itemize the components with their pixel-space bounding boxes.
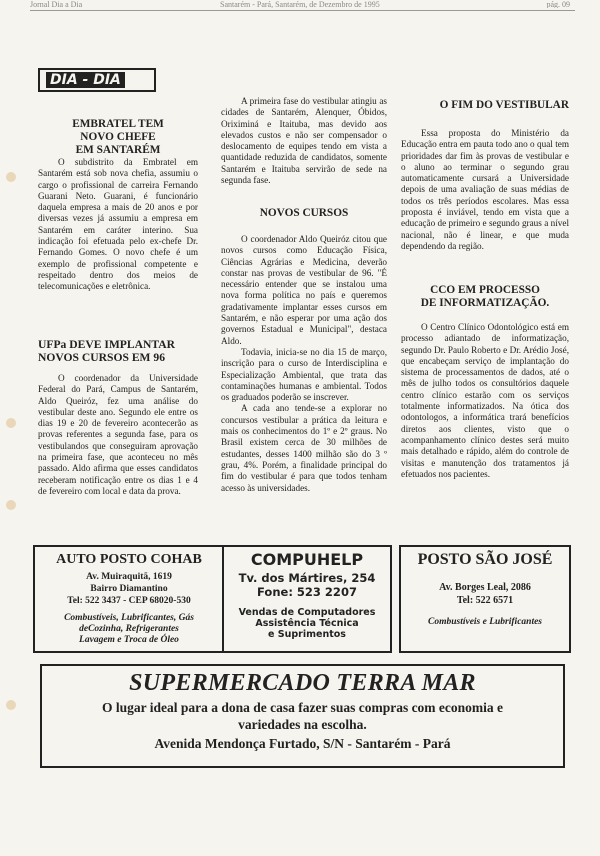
ad-address: Tv. dos Mártires, 254 xyxy=(238,571,376,585)
ad-title: POSTO SÃO JOSÉ xyxy=(417,551,553,568)
ad-slogan: variedades na escolha. xyxy=(238,717,367,732)
header-rule xyxy=(30,10,575,11)
ad-title: AUTO POSTO COHAB xyxy=(56,552,202,567)
ad-auto-posto-cohab xyxy=(33,545,225,653)
ad-services: Assistência Técnica xyxy=(255,618,359,629)
ad-address: Avenida Mendonça Furtado, S/N - Santarém - Pará xyxy=(154,736,451,751)
novos-cursos-headline: NOVOS CURSOS xyxy=(259,207,349,219)
ad-products: Combustíveis e Lubrificantes xyxy=(428,617,542,627)
embratel-headline: EMBRATEL TEM NOVO CHEFE EM SANTARÉM xyxy=(72,118,164,156)
section-tag: DIA - DIA xyxy=(38,68,156,92)
ufpa-article-start: O coordenador da Universidade Federal do Pará, Campus de Santarém, Aldo Queiróz, fez uma análise do vestibular deste ano. Segundo ele entre os dias 19 e 20 de fevereiro acontecerão as provas referentes a segunda fase, para os vestibulandos que conseguiram aprovação na primeira fase, que aconteceu no mês passado. Aldo afirma que esses candidatos receberam notificação entre os dias 1 e 4 de fevereiro com local e data da prova. xyxy=(38,373,198,496)
page-header xyxy=(30,0,570,8)
ad-products: Combustíveis, Lubrificantes, Gás xyxy=(64,613,194,623)
ad-compuhelp xyxy=(222,545,392,653)
binding-hole xyxy=(6,500,16,510)
ad-services: Vendas de Computadores xyxy=(238,607,376,618)
ad-products: deCozinha, Refrigerantes xyxy=(79,624,179,634)
ad-services: e Suprimentos xyxy=(268,629,346,640)
header-left: Jornal Dia a Dia xyxy=(30,0,83,8)
binding-hole xyxy=(6,700,16,710)
header-center: Santarém - Pará, Santarém, de Dezembro de 1995 xyxy=(220,0,380,8)
ufpa-headline: UFPa DEVE IMPLANTAR NOVOS CURSOS EM 96 xyxy=(38,338,175,364)
novos-cursos-article: O coordenador Aldo Queiróz citou que novos cursos como Educação Física, Ciências Agrárias e Medicina, deverão constar nas provas de vestibular de 96. "É necessário entender que se instalou uma nova forma política no país e queremos gradativamente implantar esses cursos em Santarém, e não esperar por uma ação dos governos Estadual e Municipal", destaca Aldo. Todavia, inicia-se no dia 15 de março, inscrição para o curso de Interdisciplina e Especialização Ambiental, que trata das contaminações humanas e ambiental. Todos os graduados poderão se inscrever. A cada ano tende-se a explorar no concursos vestibular a prática da leitura e mais os conhecimentos do 1º e 2º graus. No Brasil existem cerca de 30 milhões de estudantes, desses 1400 milhão são do 3 º grau, 4%. Porém, a finalidade principal do fim do vestibular é para que todos tenham acesso às universidades. xyxy=(221,234,387,493)
ad-title: SUPERMERCADO TERRA MAR xyxy=(129,670,476,696)
ad-title: COMPUHELP xyxy=(250,550,364,569)
ad-district: Bairro Diamantino xyxy=(90,584,168,594)
binding-hole xyxy=(6,418,16,428)
page-number: pág. 09 xyxy=(546,0,570,8)
cco-headline: CCO EM PROCESSO DE INFORMATIZAÇÃO. xyxy=(420,284,550,309)
ad-address: Av. Muiraquitã, 1619 xyxy=(86,572,172,582)
ufpa-article-cont: A primeira fase do vestibular atingiu as cidades de Santarém, Alenquer, Óbidos, Oriximiná e Itaituba, mas devido aos elevados custos e não ser compensador o deslocamento de equipes tendo em vista a quantidade reduzida de candidatos, somente Santarém e Itaituba servirão de sede na segunda fase. xyxy=(221,96,387,186)
ad-supermercado-terra-mar xyxy=(40,664,565,768)
ad-slogan: O lugar ideal para a dona de casa fazer suas compras com economia e xyxy=(101,700,504,715)
binding-hole xyxy=(6,172,16,182)
ad-address: Av. Borges Leal, 2086 xyxy=(439,582,531,593)
ad-phone: Fone: 523 2207 xyxy=(257,585,357,599)
ad-products: Lavagem e Troca de Óleo xyxy=(79,635,179,645)
embratel-article: O subdistrito da Embratel em Santarém está sob nova chefia, assumiu o cargo o profissional de carreira Fernando Guarani Neto. Guarani, é funcionário daquela empresa a mais de 20 anos e por diversas vezes já assumiu a empresa em Santarém em caráter interino. Sua indicação foi efetuada pelo ex-chefe Dr. Fernando Gomes. O novo chefe é um exemplo de profissional competente e respeitado dentro dos meios de telecomunicações e eletrônica. xyxy=(38,157,198,292)
ad-phone: Tel: 522 6571 xyxy=(456,595,514,606)
fim-vestibular-headline: O FIM DO VESTIBULAR xyxy=(439,99,569,111)
ad-posto-sao-jose xyxy=(399,545,571,653)
ad-contact: Tel: 522 3437 - CEP 68020-530 xyxy=(67,596,191,606)
fim-vestibular-article: Essa proposta do Ministério da Educação entra em pauta todo ano o qual tem prioridades dar fim às provas de vestibular e o aluno ao terminar o segundo grau automaticamente cursará a Universidade depois de uma avaliação de suas médias de todos os três períodos escolares. Mas essa proposta é inviável, tendo em vista que a educação de primeiro e segundo graus a nível nacional, não é linear, e que muda dependendo da região. xyxy=(401,128,569,251)
cco-article: O Centro Clínico Odontológico está em processo adiantado de informatização, segundo Dr. Paulo Roberto e Dr. Arédio José, que encabeçam serviço de implantação do sistema de processamentos de dados, até o mês de julho todos os consultórios daquele centro clínico estarão com os serviços totalmente informatizados. Na ótica dos odontologos, a informática trará benefícios diretos aos clientes, visto que o acompanhamento clínico destes será muito mais detalhado e rápido, além do controle de visitas e manutenção dos tratamentos já efetuados nos pacientes. xyxy=(401,322,569,479)
